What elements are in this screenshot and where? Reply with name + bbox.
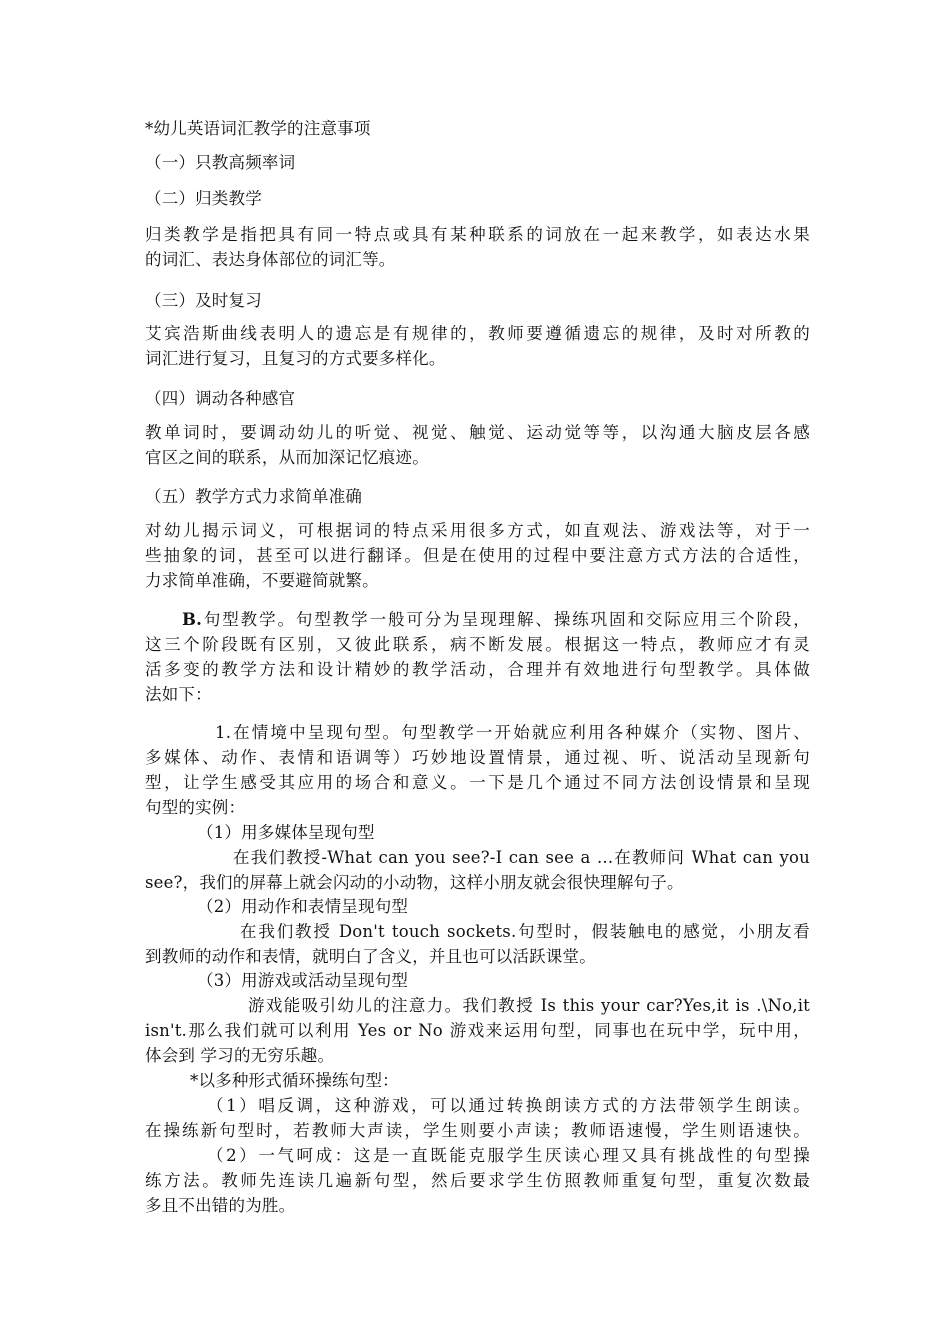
paragraph-5 xyxy=(145,518,810,593)
practice-heading: *以多种形式循环操练句型： xyxy=(190,1071,399,1090)
subheading-4: （四）调动各种感官 xyxy=(145,389,296,408)
example-3 xyxy=(145,993,810,1068)
section-label: B. xyxy=(182,610,203,629)
text-line: （2）一气呵成：这是一直既能克服学生厌读心理又具有挑战性的句型操 xyxy=(207,1146,810,1165)
example-heading-1: （1）用多媒体呈现句型 xyxy=(197,823,375,842)
text-line: see?，我们的屏幕上就会闪动的小动物，这样小朋友就会很快理解句子。 xyxy=(145,873,684,892)
paragraph-2 xyxy=(145,222,810,272)
text-line: 体会到 学习的无穷乐趣。 xyxy=(145,1046,335,1065)
text-line: 归类教学是指把具有同一特点或具有某种联系的词放在一起来教学，如表达水果 xyxy=(145,225,810,244)
paragraph-1 xyxy=(145,720,810,820)
text-line xyxy=(145,607,810,632)
text-line: 词汇进行复习，且复习的方式要多样化。 xyxy=(145,349,446,368)
text-line: 多且不出错的为胜。 xyxy=(145,1196,296,1215)
practice-1 xyxy=(145,1093,810,1143)
text-line: 练方法。教师先连读几遍新句型，然后要求学生仿照教师重复句型，重复次数最 xyxy=(145,1171,810,1190)
paragraph-3 xyxy=(145,321,810,371)
text-line: 在我们教授 Don't touch sockets.句型时，假装触电的感觉，小朋友看 xyxy=(240,922,810,941)
text-line: 多媒体、动作、表情和语调等）巧妙地设置情景，通过视、听、说活动呈现新句 xyxy=(145,748,810,767)
subheading-5: （五）教学方式力求简单准确 xyxy=(145,487,363,506)
text-line: 1.在情境中呈现句型。句型教学一开始就应利用各种媒介（实物、图片、 xyxy=(215,723,810,742)
section-heading: *幼儿英语词汇教学的注意事项 xyxy=(145,119,371,138)
text-line: 在我们教授-What can you see?-I can see a ...在教师问 What can you xyxy=(233,848,810,867)
example-heading-3: （3）用游戏或活动呈现句型 xyxy=(197,971,409,990)
text-line: 艾宾浩斯曲线表明人的遗忘是有规律的，教师要遵循遗忘的规律，及时对所教的 xyxy=(145,324,810,343)
text-line: isn't.那么我们就可以利用 Yes or No 游戏来运用句型，同事也在玩中学，玩中用， xyxy=(145,1021,810,1040)
example-heading-2: （2）用动作和表情呈现句型 xyxy=(197,897,409,916)
text-line: 这三个阶段既有区别，又彼此联系，病不断发展。根据这一特点，教师应才有灵 xyxy=(145,635,810,654)
text-line: 些抽象的词，甚至可以进行翻译。但是在使用的过程中要注意方式方法的合适性， xyxy=(145,546,810,565)
text-line: （1）唱反调，这种游戏，可以通过转换朗读方式的方法带领学生朗读。 xyxy=(207,1096,810,1115)
subheading-3: （三）及时复习 xyxy=(145,291,262,310)
text-line: 游戏能吸引幼儿的注意力。我们教授 Is this your car?Yes,it is .\No,it xyxy=(248,996,810,1015)
example-1 xyxy=(145,845,810,895)
text-line: 法如下： xyxy=(145,685,212,704)
text-line: 活多变的教学方法和设计精妙的教学活动，合理并有效地进行句型教学。具体做 xyxy=(145,660,810,679)
text-line: 教单词时，要调动幼儿的听觉、视觉、触觉、运动觉等等，以沟通大脑皮层各感 xyxy=(145,423,810,442)
paragraph-4 xyxy=(145,420,810,470)
example-2 xyxy=(145,919,810,969)
text-line: 型，让学生感受其应用的场合和意义。一下是几个通过不同方法创设情景和呈现 xyxy=(145,773,810,792)
text-line: 在操练新句型时，若教师大声读，学生则要小声读；教师语速慢，学生则语速快。 xyxy=(145,1121,810,1140)
text-run: 句型教学。句型教学一般可分为呈现理解、操练巩固和交际应用三个阶段， xyxy=(202,610,810,629)
practice-2 xyxy=(145,1143,810,1218)
text-line: 的词汇、表达身体部位的词汇等。 xyxy=(145,250,396,269)
text-line: 对幼儿揭示词义，可根据词的特点采用很多方式，如直观法、游戏法等，对于一 xyxy=(145,521,810,540)
text-line: 官区之间的联系，从而加深记忆痕迹。 xyxy=(145,448,429,467)
subheading-2: （二）归类教学 xyxy=(145,189,262,208)
text-line: 句型的实例： xyxy=(145,798,246,817)
subheading-1: （一）只教高频率词 xyxy=(145,153,296,172)
text-line: 到教师的动作和表情，就明白了含义，并且也可以活跃课堂。 xyxy=(145,947,596,966)
text-line: 力求简单准确，不要避简就繁。 xyxy=(145,571,379,590)
paragraph-b xyxy=(145,607,810,707)
